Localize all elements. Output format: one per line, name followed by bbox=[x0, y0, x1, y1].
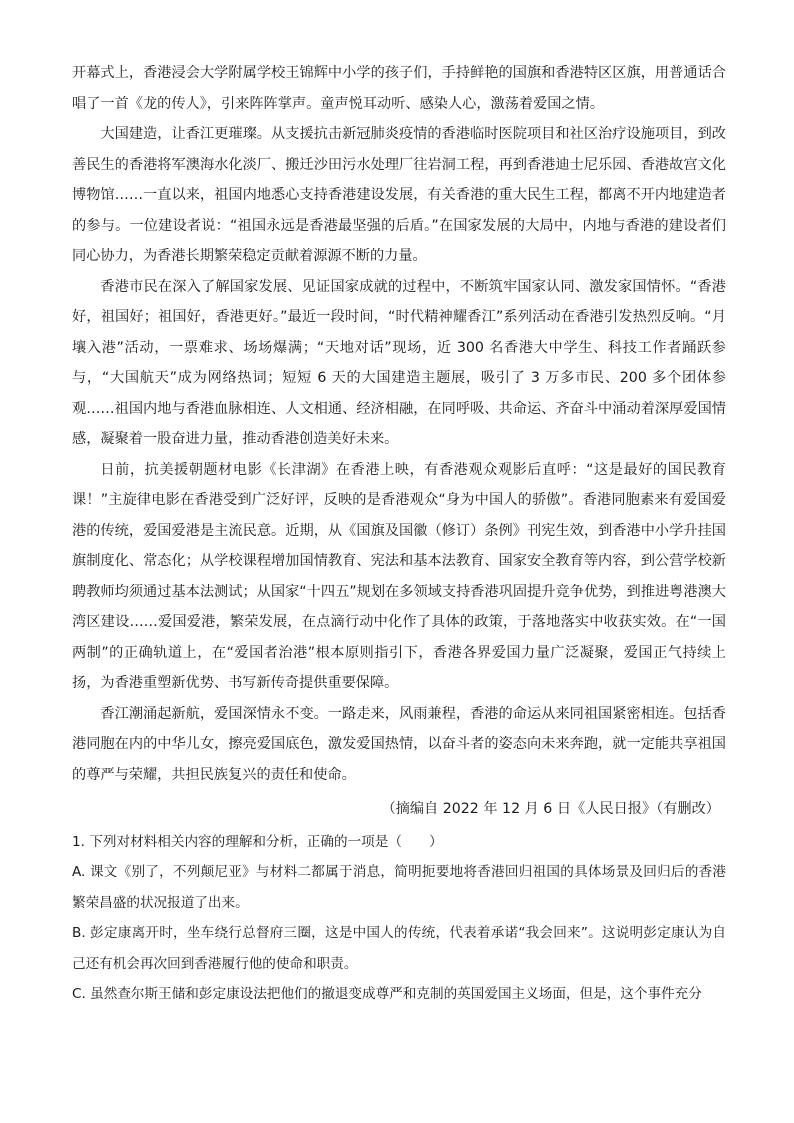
question-option-b: B. 彭定康离开时，坐车绕行总督府三圈，这是中国人的传统，代表着承诺“我会回来”。这说明彭定康认为自己还有机会再次回到香港履行他的使命和职责。 bbox=[72, 925, 726, 972]
article-source: （摘编自 2022 年 12 月 6 日《人民日报》（有删改） bbox=[381, 801, 720, 817]
article-paragraph-5: 香江潮涌起新航，爱国深情永不变。一路走来，风雨兼程，香港的命运从来同祖国紧密相连。包括香港同胞在内的中华儿女，擦亮爱国底色，激发爱国热情，以奋斗者的姿态向未来奔跑，就一定能共享祖国的尊严与荣耀，共担民族复兴的责任和使命。 bbox=[72, 705, 726, 783]
question-option-c: C. 虽然查尔斯王储和彭定康设法把他们的撤退变成尊严和克制的英国爱国主义场面，但是，这个事件充分 bbox=[72, 986, 702, 1002]
article-paragraph-4: 日前，抗美援朝题材电影《长津湖》在香港上映，有香港观众观影后直呼：“这是最好的国民教育课！”主旋律电影在香港受到广泛好评，反映的是香港观众“身为中国人的骄傲”。香港同胞素来有爱国爱港的传统，爱国爱港是主流民意。近期，从《国旗及国徽（修订）条例》刊宪生效，到香港中小学升挂国旗制度化、常态化；从学校课程增加国情教育、宪法和基本法教育、国家安全教育等内容，到公营学校新聘教师均须通过基本法测试；从国家“十四五”规划在多领域支持香港巩固提升竞争优势，到推进粤港澳大湾区建设……爱国爱港，繁荣发展，在点滴行动中化作了具体的政策，于落地落实中收获实效。在“一国两制”的正确轨道上，在“爱国者治港”根本原则指引下，香港各界爱国力量广泛凝聚，爱国正气持续上扬，为香港重塑新优势、书写新传奇提供重要保障。 bbox=[72, 461, 726, 691]
article-paragraph-3: 香港市民在深入了解国家发展、见证国家成就的过程中，不断筑牢国家认同、激发家国情怀。“香港好，祖国好；祖国好，香港更好。”最近一段时间，“时代精神耀香江”系列活动在香港引发热烈反响。“月壤入港”活动，一票难求、场场爆满；“天地对话”现场，近 300 名香港大中学生、科技工作者踊跃参与，“大国航天”成为网络热词；短短 6 天的大国建造主题展，吸引了 3 万多市民、200 多个团体参观……祖国内地与香港血脉相连、人文相通、经济相融，在同呼吸、共命运、齐奋斗中涌动着深厚爱国情感，凝聚着一股奋进力量，推动香港创造美好未来。 bbox=[72, 278, 726, 447]
article-paragraph-1: 开幕式上，香港浸会大学附属学校王锦辉中小学的孩子们，手持鲜艳的国旗和香港特区区旗，用普通话合唱了一首《龙的传人》，引来阵阵掌声。童声悦耳动听、感染人心，激荡着爱国之情。 bbox=[72, 65, 726, 112]
article-paragraph-2: 大国建造，让香江更璀璨。从支援抗击新冠肺炎疫情的香港临时医院项目和社区治疗设施项目，到改善民生的香港将军澳海水化淡厂、搬迁沙田污水处理厂往岩洞工程，再到香港迪士尼乐园、香港故宫文化博物馆……一直以来，祖国内地悉心支持香港建设发展，有关香港的重大民生工程，都离不开内地建造者的参与。一位建设者说：“祖国永远是香港最坚强的后盾。”在国家发展的大局中，内地与香港的建设者们同心协力，为香港长期繁荣稳定贡献着源源不断的力量。 bbox=[72, 126, 726, 264]
question-stem: 1. 下列对材料相关内容的理解和分析，正确的一项是（ ） bbox=[72, 833, 443, 850]
question-option-a: A. 课文《别了，不列颠尼亚》与材料二都属于消息，简明扼要地将香港回归祖国的具体场景及回归后的香港繁荣昌盛的状况报道了出来。 bbox=[72, 864, 726, 911]
